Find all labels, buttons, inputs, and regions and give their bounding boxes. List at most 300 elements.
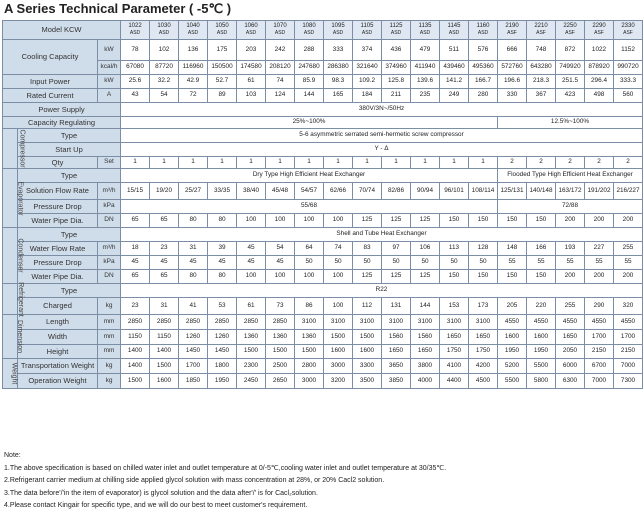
- value-cell: 6300: [556, 374, 585, 389]
- model-suffix: ASF: [594, 30, 604, 36]
- value-cell: 1500: [324, 330, 353, 345]
- value-cell: 150: [527, 214, 556, 228]
- value-cell: 4100: [440, 359, 469, 374]
- value-cell: 112: [353, 298, 382, 315]
- value-cell: 55: [527, 256, 556, 270]
- model-code: 2330: [621, 23, 635, 29]
- value-cell: 479: [411, 40, 440, 61]
- model-header: [237, 21, 266, 40]
- value-cell: 5800: [527, 374, 556, 389]
- value-cell: 150: [440, 214, 469, 228]
- value-cell: 1: [266, 157, 295, 169]
- model-header: [498, 21, 527, 40]
- group-compressor: [3, 129, 26, 169]
- note-item: 4.Please contact Kingair for specific type, and we will do our best to meet customer's requirement.: [4, 502, 308, 510]
- value-cell: 2850: [150, 315, 179, 330]
- model-header: [440, 21, 469, 40]
- group-weight-text: Weight: [10, 362, 18, 385]
- value-cell: 150: [469, 270, 498, 284]
- model-code: 1030: [157, 23, 171, 29]
- value-cell: 208120: [266, 61, 295, 75]
- value-cell: 45: [150, 256, 179, 270]
- model-suffix: ASD: [361, 30, 373, 36]
- value-cell: 211: [382, 89, 411, 103]
- value-cell: 150: [469, 214, 498, 228]
- value-cell: 4500: [469, 374, 498, 389]
- value-cell: 1650: [556, 330, 585, 345]
- model-suffix: ASD: [303, 30, 315, 36]
- model-header: [585, 21, 614, 40]
- value-cell: 2850: [179, 315, 208, 330]
- value-cell: 1600: [498, 330, 527, 345]
- value-cell: 511: [440, 40, 469, 61]
- model-suffix: ASF: [507, 30, 517, 36]
- value-cell: 173: [469, 298, 498, 315]
- model-header: [382, 21, 411, 40]
- unit-charged: kg: [98, 298, 121, 315]
- value-cell: 1950: [498, 345, 527, 359]
- model-header: [295, 21, 324, 40]
- value-cell: 1: [208, 157, 237, 169]
- value-cell: 1260: [208, 330, 237, 345]
- value-cell: 140/148: [527, 183, 556, 200]
- model-header: [527, 21, 556, 40]
- value-cell: 74: [324, 242, 353, 256]
- value-cell: 220: [527, 298, 556, 315]
- value-cell: 3650: [382, 359, 411, 374]
- value-cell: 3000: [295, 374, 324, 389]
- value-cell: 141.2: [440, 75, 469, 89]
- value-cell: 2: [556, 157, 585, 169]
- value-cell: 52.7: [208, 75, 237, 89]
- value-cell: 1560: [382, 330, 411, 345]
- value-cell: 96/101: [440, 183, 469, 200]
- value-cell: 200: [556, 214, 585, 228]
- value-cell: 3200: [324, 374, 353, 389]
- value-cell: 50: [353, 256, 382, 270]
- value-cell: 1600: [353, 345, 382, 359]
- value-cell: 1850: [179, 374, 208, 389]
- value-cell: 286380: [324, 61, 353, 75]
- model-header: [353, 21, 382, 40]
- value-cell: 3100: [469, 315, 498, 330]
- value-cell: 333.3: [614, 75, 643, 89]
- value-cell: 1: [440, 157, 469, 169]
- spec-table: [2, 20, 643, 389]
- value-cell: 61: [237, 298, 266, 315]
- cap-reg-b: 12.5%~100%: [498, 117, 643, 129]
- model-code: 1080: [302, 23, 316, 29]
- value-cell: 3000: [324, 359, 353, 374]
- value-cell: 1560: [411, 330, 440, 345]
- model-suffix: ASD: [477, 30, 489, 36]
- value-cell: 100: [266, 214, 295, 228]
- unit-cond_flow: m³/h: [98, 242, 121, 256]
- model-code: 1060: [244, 23, 258, 29]
- value-cell: 666: [498, 40, 527, 61]
- value-cell: 144: [411, 298, 440, 315]
- value-cell: 242: [266, 40, 295, 61]
- value-cell: 50: [382, 256, 411, 270]
- value-cell: 2800: [295, 359, 324, 374]
- value-cell: 45: [179, 256, 208, 270]
- notes: [4, 450, 446, 513]
- evap-type-a: Dry Type High Efficient Heat Exchanger: [121, 169, 498, 183]
- unit-current: A: [98, 89, 121, 103]
- group-dimension: [3, 315, 24, 359]
- spec-table-body: [3, 21, 643, 389]
- row-label-cond_pipe: Water Pipe Dia.: [18, 270, 98, 284]
- value-cell: 103: [237, 89, 266, 103]
- value-cell: 23: [121, 298, 150, 315]
- refrig-type-label: Type: [18, 284, 121, 298]
- value-cell: 50: [295, 256, 324, 270]
- value-cell: 2300: [237, 359, 266, 374]
- value-cell: 200: [614, 214, 643, 228]
- group-refrigerant: [3, 281, 24, 317]
- value-cell: 55: [614, 256, 643, 270]
- value-cell: 251.5: [556, 75, 585, 89]
- model-suffix: ASD: [158, 30, 170, 36]
- value-cell: 73: [266, 298, 295, 315]
- value-cell: 125: [382, 270, 411, 284]
- value-cell: 100: [324, 270, 353, 284]
- value-cell: 1600: [527, 330, 556, 345]
- value-cell: 125: [411, 214, 440, 228]
- row-label-length: Length: [18, 315, 98, 330]
- value-cell: 2: [527, 157, 556, 169]
- value-cell: 200: [614, 270, 643, 284]
- model-code: 1022: [128, 23, 142, 29]
- value-cell: 411940: [411, 61, 440, 75]
- row-label-power: Input Power: [3, 75, 98, 89]
- value-cell: 80: [179, 214, 208, 228]
- value-cell: 200: [585, 214, 614, 228]
- cap-reg-a: 25%~100%: [121, 117, 498, 129]
- value-cell: 124: [266, 89, 295, 103]
- value-cell: 3100: [440, 315, 469, 330]
- value-cell: 436: [382, 40, 411, 61]
- model-suffix: ASD: [419, 30, 431, 36]
- row-label-trans_w: Transportation Weight: [18, 359, 98, 374]
- note-item: 2.Refrigerant carrier medium at chilling side applied glycol solution with mass concentration at 28%, or 20% Cacl2 solution.: [4, 477, 385, 485]
- value-cell: 64: [295, 242, 324, 256]
- value-cell: 6000: [556, 359, 585, 374]
- value-cell: 65: [121, 270, 150, 284]
- value-cell: 6700: [585, 359, 614, 374]
- value-cell: 45/48: [266, 183, 295, 200]
- power-supply-value: 380V/3N~/50Hz: [121, 103, 643, 117]
- value-cell: 150: [498, 214, 527, 228]
- value-cell: 150: [440, 270, 469, 284]
- model-code: 1050: [215, 23, 229, 29]
- value-cell: 367: [527, 89, 556, 103]
- value-cell: 150: [527, 270, 556, 284]
- value-cell: 1: [237, 157, 266, 169]
- value-cell: 280: [469, 89, 498, 103]
- value-cell: 1: [295, 157, 324, 169]
- model-suffix: ASD: [332, 30, 344, 36]
- row-label-sol_flow: Solution Flow Rate: [18, 183, 98, 200]
- value-cell: 374: [353, 40, 382, 61]
- value-cell: 200: [556, 270, 585, 284]
- value-cell: 23: [150, 242, 179, 256]
- model-code: 1105: [360, 23, 374, 29]
- value-cell: 748: [527, 40, 556, 61]
- row-label-current: Rated Current: [3, 89, 98, 103]
- value-cell: 1022: [585, 40, 614, 61]
- value-cell: 2500: [266, 359, 295, 374]
- value-cell: 3100: [353, 315, 382, 330]
- value-cell: 131: [382, 298, 411, 315]
- model-header: [411, 21, 440, 40]
- value-cell: 4550: [498, 315, 527, 330]
- value-cell: 990720: [614, 61, 643, 75]
- model-code: 1125: [389, 23, 403, 29]
- value-cell: 227: [585, 242, 614, 256]
- value-cell: 1500: [121, 374, 150, 389]
- value-cell: 128: [469, 242, 498, 256]
- value-cell: 872: [556, 40, 585, 61]
- model-suffix: ASD: [390, 30, 402, 36]
- value-cell: 50: [411, 256, 440, 270]
- value-cell: 2850: [237, 315, 266, 330]
- value-cell: 166.7: [469, 75, 498, 89]
- value-cell: 113: [440, 242, 469, 256]
- value-cell: 1500: [295, 345, 324, 359]
- unit-cond_drop: kPa: [98, 256, 121, 270]
- refrig-type-value: R22: [121, 284, 643, 298]
- value-cell: 2150: [614, 345, 643, 359]
- value-cell: 19/20: [150, 183, 179, 200]
- model-code: 1040: [186, 23, 200, 29]
- group-evaporator: [3, 169, 24, 228]
- value-cell: 1700: [614, 330, 643, 345]
- value-cell: 42.9: [179, 75, 208, 89]
- value-cell: 218.3: [527, 75, 556, 89]
- value-cell: 125: [353, 270, 382, 284]
- value-cell: 1650: [382, 345, 411, 359]
- unit-trans_w: kg: [98, 359, 121, 374]
- value-cell: 86: [295, 298, 324, 315]
- value-cell: 184: [353, 89, 382, 103]
- unit-oper_w: kg: [98, 374, 121, 389]
- value-cell: 1: [324, 157, 353, 169]
- value-cell: 55: [585, 256, 614, 270]
- model-header: [556, 21, 585, 40]
- note-item: 3.The data before'/'in the item of evaporator) is glycol solution and the data after'/' is for Cacl₂solution.: [4, 489, 318, 497]
- row-label-height: Height: [18, 345, 98, 359]
- unit-length: mm: [98, 315, 121, 330]
- value-cell: 3100: [324, 315, 353, 330]
- model-suffix: ASD: [448, 30, 460, 36]
- value-cell: 423: [556, 89, 585, 103]
- value-cell: 85.9: [295, 75, 324, 89]
- value-cell: 108/114: [469, 183, 498, 200]
- value-cell: 136: [179, 40, 208, 61]
- comp-type-label: Type: [18, 129, 121, 143]
- value-cell: 2: [498, 157, 527, 169]
- value-cell: 174580: [237, 61, 266, 75]
- value-cell: 80: [179, 270, 208, 284]
- group-weight: [3, 359, 18, 389]
- value-cell: 374960: [382, 61, 411, 75]
- value-cell: 1: [382, 157, 411, 169]
- value-cell: 97: [382, 242, 411, 256]
- evap-type-label: Type: [18, 169, 121, 183]
- spec-table-container: [2, 20, 643, 389]
- value-cell: 290: [585, 298, 614, 315]
- value-cell: 55: [498, 256, 527, 270]
- value-cell: 87720: [150, 61, 179, 75]
- value-cell: 643280: [527, 61, 556, 75]
- value-cell: 2850: [121, 315, 150, 330]
- model-code: 1160: [476, 23, 490, 29]
- value-cell: 498: [585, 89, 614, 103]
- value-cell: 80: [208, 270, 237, 284]
- value-cell: 70/74: [353, 183, 382, 200]
- value-cell: 153: [440, 298, 469, 315]
- value-cell: 50: [440, 256, 469, 270]
- model-header: [179, 21, 208, 40]
- value-cell: 139.6: [411, 75, 440, 89]
- value-cell: 61: [237, 75, 266, 89]
- value-cell: 90/94: [411, 183, 440, 200]
- model-suffix: ASD: [274, 30, 286, 36]
- value-cell: 65: [150, 270, 179, 284]
- value-cell: 4000: [411, 374, 440, 389]
- value-cell: 1750: [440, 345, 469, 359]
- value-cell: 1800: [208, 359, 237, 374]
- value-cell: 3850: [382, 374, 411, 389]
- value-cell: 100: [295, 270, 324, 284]
- model-header: [324, 21, 353, 40]
- value-cell: 1600: [150, 374, 179, 389]
- value-cell: 255: [614, 242, 643, 256]
- model-code: 2290: [592, 23, 606, 29]
- value-cell: 89: [208, 89, 237, 103]
- value-cell: 150: [498, 270, 527, 284]
- value-cell: 1700: [585, 330, 614, 345]
- value-cell: 106: [411, 242, 440, 256]
- unit-cap-kcal: kcal/h: [98, 61, 121, 75]
- value-cell: 148: [498, 242, 527, 256]
- value-cell: 175: [208, 40, 237, 61]
- model-code: 1135: [418, 23, 432, 29]
- value-cell: 150500: [208, 61, 237, 75]
- value-cell: 333: [324, 40, 353, 61]
- row-label-cap: Cooling Capacity: [3, 40, 98, 75]
- value-cell: 1650: [469, 330, 498, 345]
- value-cell: 2850: [208, 315, 237, 330]
- row-label-charged: Charged: [18, 298, 98, 315]
- value-cell: 100: [324, 214, 353, 228]
- unit-sol_flow: m³/h: [98, 183, 121, 200]
- value-cell: 196.6: [498, 75, 527, 89]
- model-header: [150, 21, 179, 40]
- value-cell: 3800: [411, 359, 440, 374]
- value-cell: 320: [614, 298, 643, 315]
- value-cell: 1150: [150, 330, 179, 345]
- value-cell: 296.4: [585, 75, 614, 89]
- value-cell: 576: [469, 40, 498, 61]
- model-header: [208, 21, 237, 40]
- value-cell: 1500: [150, 359, 179, 374]
- model-code: 1070: [273, 23, 287, 29]
- value-cell: 560: [614, 89, 643, 103]
- value-cell: 65: [121, 214, 150, 228]
- value-cell: 4550: [614, 315, 643, 330]
- group-dimension-text: Dimension: [16, 319, 24, 354]
- unit-evap_pipe: DN: [98, 214, 121, 228]
- value-cell: 235: [411, 89, 440, 103]
- unit-qty: Set: [98, 157, 121, 169]
- value-cell: 125: [353, 214, 382, 228]
- value-cell: 33/35: [208, 183, 237, 200]
- value-cell: 1400: [150, 345, 179, 359]
- value-cell: 2850: [266, 315, 295, 330]
- value-cell: 1450: [179, 345, 208, 359]
- model-header: [469, 21, 498, 40]
- value-cell: 255: [556, 298, 585, 315]
- value-cell: 3100: [295, 315, 324, 330]
- model-suffix: ASD: [187, 30, 199, 36]
- value-cell: 3100: [382, 315, 411, 330]
- value-cell: 166: [527, 242, 556, 256]
- value-cell: 878920: [585, 61, 614, 75]
- value-cell: 45: [266, 256, 295, 270]
- value-cell: 125: [382, 214, 411, 228]
- value-cell: 74: [266, 75, 295, 89]
- value-cell: 100: [324, 298, 353, 315]
- value-cell: 249: [440, 89, 469, 103]
- group-condenser-text: Condenser: [16, 238, 24, 273]
- row-label-evap_pipe: Water Pipe Dia.: [18, 214, 98, 228]
- value-cell: 18: [121, 242, 150, 256]
- value-cell: 31: [150, 298, 179, 315]
- value-cell: 1500: [353, 330, 382, 345]
- model-code: 1145: [447, 23, 461, 29]
- value-cell: 125: [411, 270, 440, 284]
- value-cell: 572760: [498, 61, 527, 75]
- value-cell: 100: [237, 214, 266, 228]
- value-cell: 1: [469, 157, 498, 169]
- cond-type-value: Shell and Tube Heat Exchanger: [121, 228, 643, 242]
- value-cell: 1: [150, 157, 179, 169]
- capacity-regulating-label: Capacity Regulating: [3, 117, 121, 129]
- value-cell: 4550: [585, 315, 614, 330]
- value-cell: 116960: [179, 61, 208, 75]
- value-cell: 216/227: [614, 183, 643, 200]
- power-supply-label: Power Supply: [3, 103, 121, 117]
- value-cell: 2450: [237, 374, 266, 389]
- value-cell: 39: [208, 242, 237, 256]
- value-cell: 100: [237, 270, 266, 284]
- row-label-cond_drop: Pressure Drop: [18, 256, 98, 270]
- value-cell: 4550: [556, 315, 585, 330]
- page-title: A Series Technical Parameter ( -5℃ ): [4, 1, 232, 16]
- model-header: [121, 21, 150, 40]
- evap-drop-a: 55/68: [121, 200, 498, 214]
- value-cell: 1500: [237, 345, 266, 359]
- value-cell: 62/66: [324, 183, 353, 200]
- value-cell: 2650: [266, 374, 295, 389]
- value-cell: 203: [237, 40, 266, 61]
- value-cell: 191/202: [585, 183, 614, 200]
- row-label-qty: Qty: [18, 157, 98, 169]
- value-cell: 3100: [411, 315, 440, 330]
- value-cell: 109.2: [353, 75, 382, 89]
